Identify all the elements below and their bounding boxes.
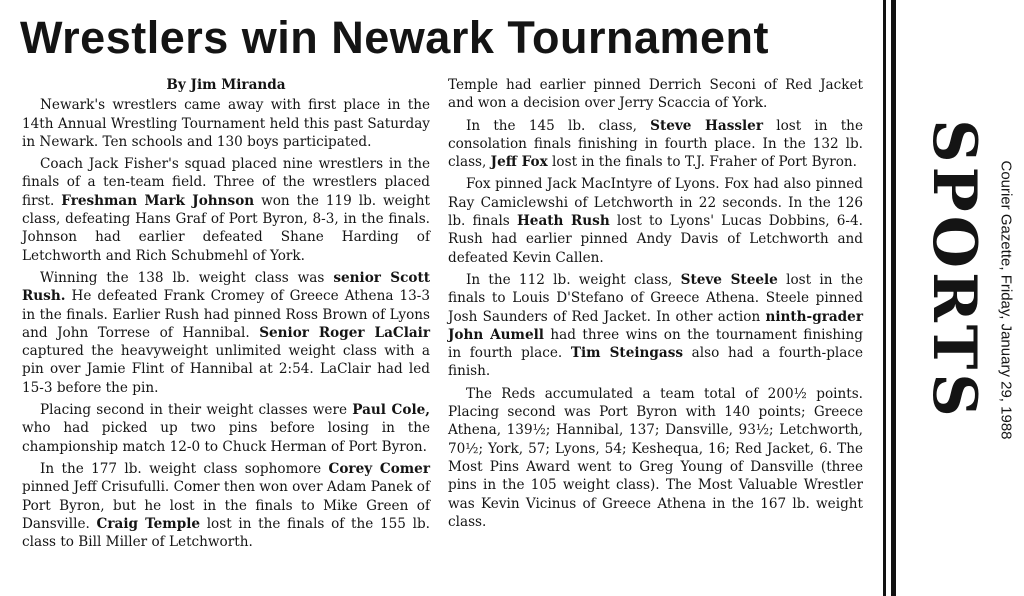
paragraph: In the 177 lb. weight class sophomore Corey Comer pinned Jeff Crisufulli. Comer then won over Adam Panek of Port Byron, but he lost in the finals to Mike Green of Dansville. Craig Temple lost in the finals of the 155 lb. class to Bill Miller of Letchworth. (22, 460, 430, 551)
byline: By Jim Miranda (166, 77, 286, 93)
paragraph: Fox pinned Jack MacIntyre of Lyons. Fox had also pinned Ray Camiclewshi of Letchworth in 22 seconds. In the 126 lb. finals Heath Rush lost to Lyons' Lucas Dobbins, 6-4. Rush had earlier pinned Andy Davis of Letchworth and defeated Kevin Callen. (448, 176, 863, 266)
paragraph: In the 112 lb. weight class, Steve Steele lost in the finals to Louis D'Stefano of Greece Athena. Steele pinned Josh Saunders of Red Jacket. In other action ninth-grader John Aumell had three wins on the tournament finishing in fourth place. Tim Steingass also had a fourth-place finish. (448, 271, 864, 380)
paragraph: Winning the 138 lb. weight class was senior Scott Rush. He defeated Frank Cromey of Greece Athena 13-3 in the finals. Earlier Rush had pinned Ross Brown of Lyons and John Torrese of Hannibal. Senior Roger LaClair captured the heavyweight unlimited weight class with a pin over Jamie Flint of Hannibal at 2:54. LaClair had led 15-3 before the pin. (22, 269, 431, 396)
article-column-right (448, 76, 863, 535)
dateline: Courier Gazette, Friday, January 29, 1988 (997, 160, 1015, 440)
paragraph: The Reds accumulated a team total of 200½ points. Placing second was Port Byron with 140 points; Greece Athena, 139½; Hannibal, 137; Dansville, 93½; Letchworth, 70½; York, 57; Lyons, 54; Keshequa, 16; Red Jacket, 6. The Most Pins Award went to Greg Young of Dansville (three pins in the 105 weight class). The Most Valuable Wrestler was Kevin Vicinus of Greece Athena in the 167 lb. weight class. (448, 385, 863, 530)
column-divider (883, 0, 886, 596)
paragraph: Placing second in their weight classes were Paul Cole, who had picked up two pins before losing in the championship match 12-0 to Chuck Herman of Port Byron. (22, 402, 430, 455)
paragraph: In the 145 lb. class, Steve Hassler lost in the consolation finals finishing in fourth place. In the 132 lb. class, Jeff Fox lost in the finals to T.J. Fraher of Port Byron. (448, 117, 863, 171)
article-column-left (22, 76, 430, 555)
headline: Wrestlers win Newark Tournament (20, 12, 770, 63)
paragraph: Temple had earlier pinned Derrich Seconi of Red Jacket and won a decision over Jerry Scaccia of York. (448, 77, 863, 112)
section-label: SPORTS (919, 119, 989, 421)
paragraph: Coach Jack Fisher's squad placed nine wrestlers in the finals of a ten-team field. Three of the wrestlers placed first. Freshman Mark Johnson won the 119 lb. weight class, defeating Hans Graf of Port Byron, 8-3, in the finals. Johnson had earlier defeated Shane Harding of Letchworth and Rich Schubmehl of York. (22, 156, 430, 264)
paragraph: Newark's wrestlers came away with first place in the 14th Annual Wrestling Tournament held this past Saturday in Newark. Ten schools and 130 boys participated. (22, 97, 430, 150)
column-divider (891, 0, 896, 596)
